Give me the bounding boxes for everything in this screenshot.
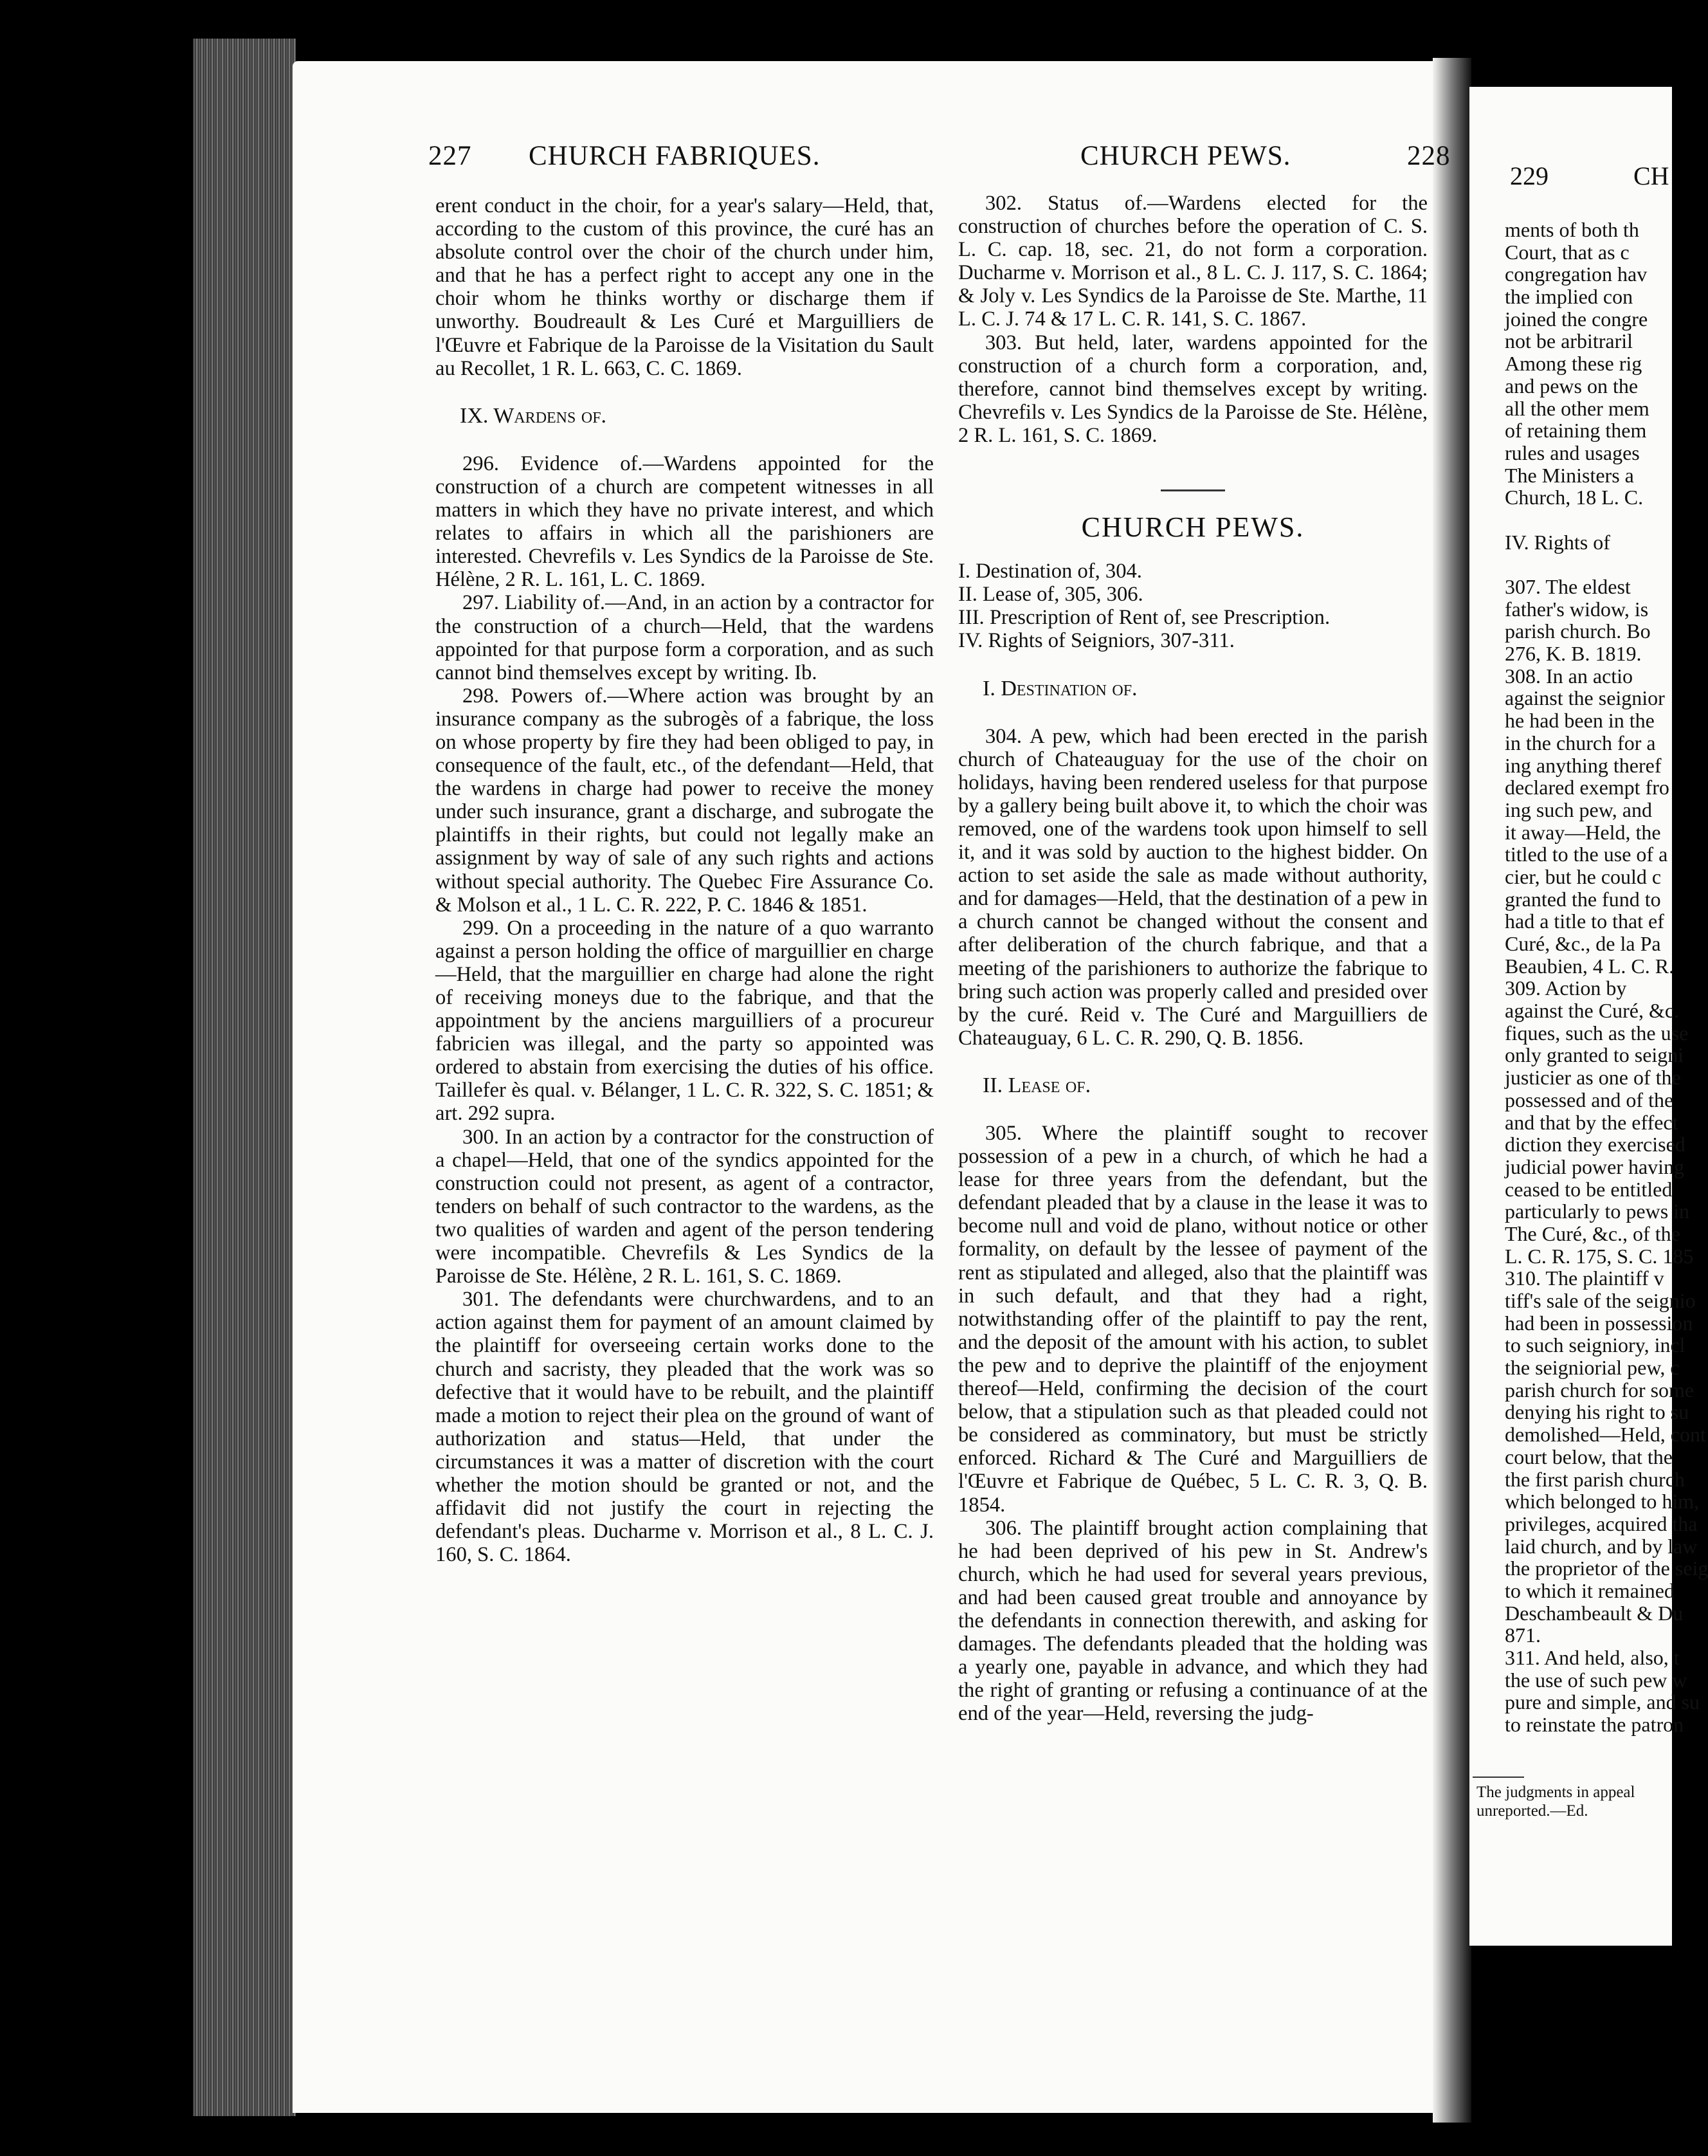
right-running-title: CHURCH PEWS. [1080, 141, 1291, 171]
next-page-line: 307. The eldest [1505, 575, 1631, 598]
next-page-line: declared exempt fro [1505, 776, 1669, 799]
next-page-line: 276, K. B. 1819. [1505, 642, 1642, 666]
next-page-line: particularly to pews in [1505, 1200, 1690, 1223]
toc-item: III. Prescription of Rent of, see Prescription. [958, 606, 1331, 630]
next-page-line: cier, but he could c [1505, 864, 1662, 888]
next-page-line: not be arbitraril [1505, 329, 1633, 353]
next-page-line: denying his right to su [1505, 1400, 1689, 1424]
next-page-line: father's widow, is [1505, 597, 1649, 621]
left-page-number: 227 [428, 141, 472, 171]
next-page-line: judicial power having [1505, 1155, 1685, 1178]
next-page-line: ments of both th [1505, 218, 1639, 241]
next-page-line: 310. The plaintiff v [1505, 1266, 1664, 1290]
next-page-line: ing such pew, and [1505, 798, 1652, 821]
footnote-rule [1473, 1777, 1524, 1778]
next-page-line: and pews on the [1505, 374, 1639, 397]
book-page-edges [193, 39, 296, 2116]
next-page-line: 309. Action by [1505, 976, 1627, 1000]
next-page-line: justicier as one of the [1505, 1066, 1681, 1090]
next-page-line: the seigniorial pew, c [1505, 1356, 1680, 1380]
paragraph-305: 305. Where the plaintiff sought to recover possession of a pew in a church, of which he had a lease for three years from the defendant, but the defendant pleaded that by a clause in the lease it was to become null and void de plano, without notice or other formality, on default by the lessee of payment of the rent as stipulated and alleged, also that the plaintiff was in such default, and that they had a right, notwithstanding offer of the plaintiff to pay the rent, and the deposit of the amount with his action, to sublet the pew and to deprive the plaintiff of the enjoyment thereof—Held, confirming the decision of the court below, that a stipulation such as that pleaded could not be considered as comminatory, but must be strictly enforced. Richard & The Curé and Marguilliers de l'Œuvre et Fabrique de Québec, 5 L. C. R. 3, Q. B. 1854. [958, 1122, 1428, 1517]
next-page-line: in the church for a [1505, 731, 1656, 754]
paragraph-301: 301. The defendants were churchwardens, and to an action against them for payment of an amount claimed by the plaintiff for overseeing certain works done to the church and sacristy, they pleaded that the work was so defective that it would have to be rebuilt, and the plaintiff made a motion to reject their plea on the ground of want of authorization and status—Held, that under the circumstances it was a matter of discretion with the court whether the motion should be granted or not, and the affidavit did not justify the court in rejecting the defendant's pleas. Ducharme v. Morrison et al., 8 L. C. J. 160, S. C. 1864. [435, 1288, 934, 1567]
next-page-line: to reinstate the patron [1505, 1713, 1684, 1737]
next-page-line: to such seigniory, incl [1505, 1333, 1685, 1357]
next-page-line: it away—Held, the [1505, 820, 1661, 844]
toc-item: II. Lease of, 305, 306. [958, 583, 1143, 607]
book-gutter-shadow [1433, 58, 1471, 2123]
next-page-line: 871. [1505, 1623, 1541, 1647]
next-page-line: IV. Rights of [1505, 530, 1610, 554]
next-page-line: he had been in the [1505, 709, 1655, 733]
next-page-line: Among these rig [1505, 352, 1642, 376]
paragraph-continuation: erent conduct in the choir, for a year's salary—Held, that, according to the custom of this province, the curé has an absolute control over the choir of the church under him, and that he has a perfect right to accept any one in the choir whom he thinks worthy or discharge them if unworthy. Boudreault & Les Curé et Marguilliers de l'Œuvre et Fabrique de la Paroisse de la Visitation du Sault au Recollet, 1 R. L. 663, C. C. 1869. [435, 194, 934, 380]
next-page-line: court below, that the [1505, 1445, 1673, 1468]
section-heading-i: I. Destination of. [983, 676, 1138, 700]
next-page-line: the implied con [1505, 285, 1633, 309]
next-page-line: ceased to be entitled [1505, 1177, 1673, 1201]
next-page-line: Beaubien, 4 L. C. R. [1505, 954, 1675, 978]
next-page-line: The Curé, &c., of the [1505, 1221, 1680, 1245]
next-page-line: which belonged to him, [1505, 1490, 1700, 1513]
next-page-line: the first parish church [1505, 1467, 1685, 1491]
next-page-line: fiques, such as the use [1505, 1021, 1689, 1045]
next-page-line: and that by the effect [1505, 1110, 1678, 1134]
next-page-line: Curé, &c., de la Pa [1505, 932, 1661, 955]
next-page-line: titled to the use of a [1505, 843, 1668, 866]
toc-item: IV. Rights of Seigniors, 307-311. [958, 629, 1235, 653]
right-page-number: 228 [1407, 141, 1451, 171]
next-page-line: Church, 18 L. C. [1505, 486, 1644, 509]
next-page-line: the use of such pew w [1505, 1668, 1687, 1692]
left-running-title: CHURCH FABRIQUES. [529, 141, 821, 171]
next-page-line: privileges, acquired tha [1505, 1512, 1698, 1535]
next-page-line: diction they exercised [1505, 1133, 1685, 1156]
paragraph-302: 302. Status of.—Wardens elected for the construction of churches before the operation of C. S. L. C. cap. 18, sec. 21, do not form a corporation. Ducharme v. Morrison et al., 8 L. C. J. 117, S. C. 1864; & Joly v. Les Syndics de la Paroisse de Ste. Marthe, 11 L. C. J. 74 & 17 L. C. R. 141, S. C. 1867. [958, 192, 1428, 331]
next-page-line: the proprietor of the seig [1505, 1557, 1708, 1580]
section-divider [1161, 489, 1225, 491]
next-page-line: parish church for some [1505, 1378, 1694, 1402]
paragraph-300: 300. In an action by a contractor for the construction of a chapel—Held, that one of the syndics appointed for the construction could not present, as agent of a contractor, tenders on behalf of such contractor to the wardens, as the two qualities of warden and agent of the person tendering were incompatible. Chevrefils & Les Syndics de la Paroisse de Ste. Hélène, 2 R. L. 161, S. C. 1869. [435, 1125, 934, 1288]
next-page-line: ing anything theref [1505, 753, 1662, 777]
right-text-column [958, 192, 1428, 1725]
next-page-line: parish church. Bo [1505, 619, 1651, 643]
next-page-running-title: CH [1633, 161, 1669, 190]
next-page-number: 229 [1510, 161, 1549, 190]
next-page-line: congregation hav [1505, 262, 1648, 286]
next-page-line: The Ministers a [1505, 463, 1634, 487]
paragraph-303: 303. But held, later, wardens appointed for the construction of a church form a corporation, and, therefore, cannot bind themselves except by writing. Chevrefils v. Les Syndics de la Paroisse de Ste. Hélène, 2 R. L. 161, S. C. 1869. [958, 331, 1428, 447]
next-page-line [1505, 553, 1672, 576]
next-page-line: Deschambeault & Du [1505, 1601, 1684, 1625]
next-page-line: of retaining them [1505, 419, 1647, 443]
paragraph-306: 306. The plaintiff brought action complaining that he had been deprived of his pew in St. Andrew's church, which he had used for several years previous, and had been caused great trouble and annoyance by the defendants in connection therewith, and asking for damages. The defendants pleaded that the holding was a yearly one, payable in advance, and which they had the right of granting or refusing a continuance of at the end of the year—Held, reversing the judg- [958, 1516, 1428, 1726]
next-page-text [1505, 218, 1708, 1737]
next-page-line: 311. And held, also, t [1505, 1646, 1680, 1669]
next-page-line: against the Curé, &c. [1505, 999, 1680, 1023]
next-page-line: against the seignior [1505, 686, 1665, 710]
next-page-footnote: unreported.—Ed. [1476, 1802, 1588, 1820]
next-page-line: demolished—Held, cont [1505, 1423, 1706, 1447]
next-page-line: all the other mem [1505, 396, 1649, 420]
paragraph-298: 298. Powers of.—Where action was brought by an insurance company as the subrogès of a fabrique, the loss on whose property by fire they had been obliged to pay, in consequence of the fault, etc., of the defendant—Held, that the wardens in charge had power to receive the money under such insurance, grant a discharge, and subrogate the plaintiffs in their rights, but could not legally make an assignment by way of sale of any such rights and actions without special authority. The Quebec Fire Assurance Co. & Molson et al., 1 L. C. R. 222, P. C. 1846 & 1851. [435, 684, 934, 917]
left-text-column [435, 194, 934, 1566]
next-page-line: had a title to that ef [1505, 909, 1664, 933]
next-page-line: laid church, and by law [1505, 1534, 1698, 1558]
paragraph-299: 299. On a proceeding in the nature of a quo warranto against a person holding the office of marguillier en charge—Held, that the marguillier en charge had alone the right of receiving moneys due to the fabrique, and that the appointment by the anciens marguilliers of a procureur fabricien was illegal, and the party so appointed was ordered to abstain from exercising the duties of his office. Taillefer ès qual. v. Bélanger, 1 L. C. R. 322, S. C. 1851; & art. 292 supra. [435, 916, 934, 1126]
next-page-line: joined the congre [1505, 307, 1648, 331]
next-page-line: granted the fund to [1505, 887, 1661, 911]
next-page-line: tiff's sale of the seignio [1505, 1289, 1696, 1312]
chapter-title: CHURCH PEWS. [1081, 511, 1305, 544]
next-page-line: Court, that as c [1505, 240, 1630, 264]
paragraph-297: 297. Liability of.—And, in an action by a contractor for the construction of a church—Held, that the wardens appointed for that purpose form a corporation, and as such cannot bind themselves except by writing. Ib. [435, 591, 934, 684]
next-page-footnote: The judgments in appeal [1476, 1784, 1635, 1801]
section-heading-ix: IX. Wardens of. [460, 403, 607, 428]
next-page-line: only granted to seigni [1505, 1043, 1684, 1067]
toc-item: I. Destination of, 304. [958, 560, 1142, 583]
next-page-line: possessed and of the [1505, 1088, 1674, 1111]
paragraph-296: 296. Evidence of.—Wardens appointed for the construction of a church are competent witnesses in all matters in which they have no private interest, and which relates to affairs in which all the parishioners are interested. Chevrefils v. Les Syndics de la Paroisse de Ste. Hélène, 2 R. L. 161, L. C. 1869. [435, 452, 934, 592]
next-page-line [1505, 509, 1672, 531]
next-page-line: 308. In an actio [1505, 664, 1633, 688]
paragraph-304: 304. A pew, which had been erected in the parish church of Chateauguay for the use of the choir on holidays, having been rendered useless for that purpose by a gallery being built above it, to which the choir was removed, one of the wardens took upon himself to sell it, and it was sold by auction to the highest bidder. On action to set aside the sale as made without authority, and for damages—Held, that the destination of a pew in a church cannot be changed without the consent and after deliberation of the church fabrique, and that a meeting of the parishioners to authorize the fabrique to bring such action was properly called and presided over by the curé. Reid v. The Curé and Marguilliers de Chateauguay, 6 L. C. R. 290, Q. B. 1856. [958, 724, 1428, 1050]
next-page-line: had been in possession [1505, 1311, 1693, 1335]
next-page-line: to which it remained [1505, 1578, 1675, 1602]
next-page-line: pure and simple, and su [1505, 1690, 1700, 1714]
next-page-line: L. C. R. 175, S. C. 185 [1505, 1244, 1694, 1268]
section-heading-ii: II. Lease of. [983, 1073, 1091, 1097]
next-page-line: rules and usages [1505, 441, 1640, 464]
